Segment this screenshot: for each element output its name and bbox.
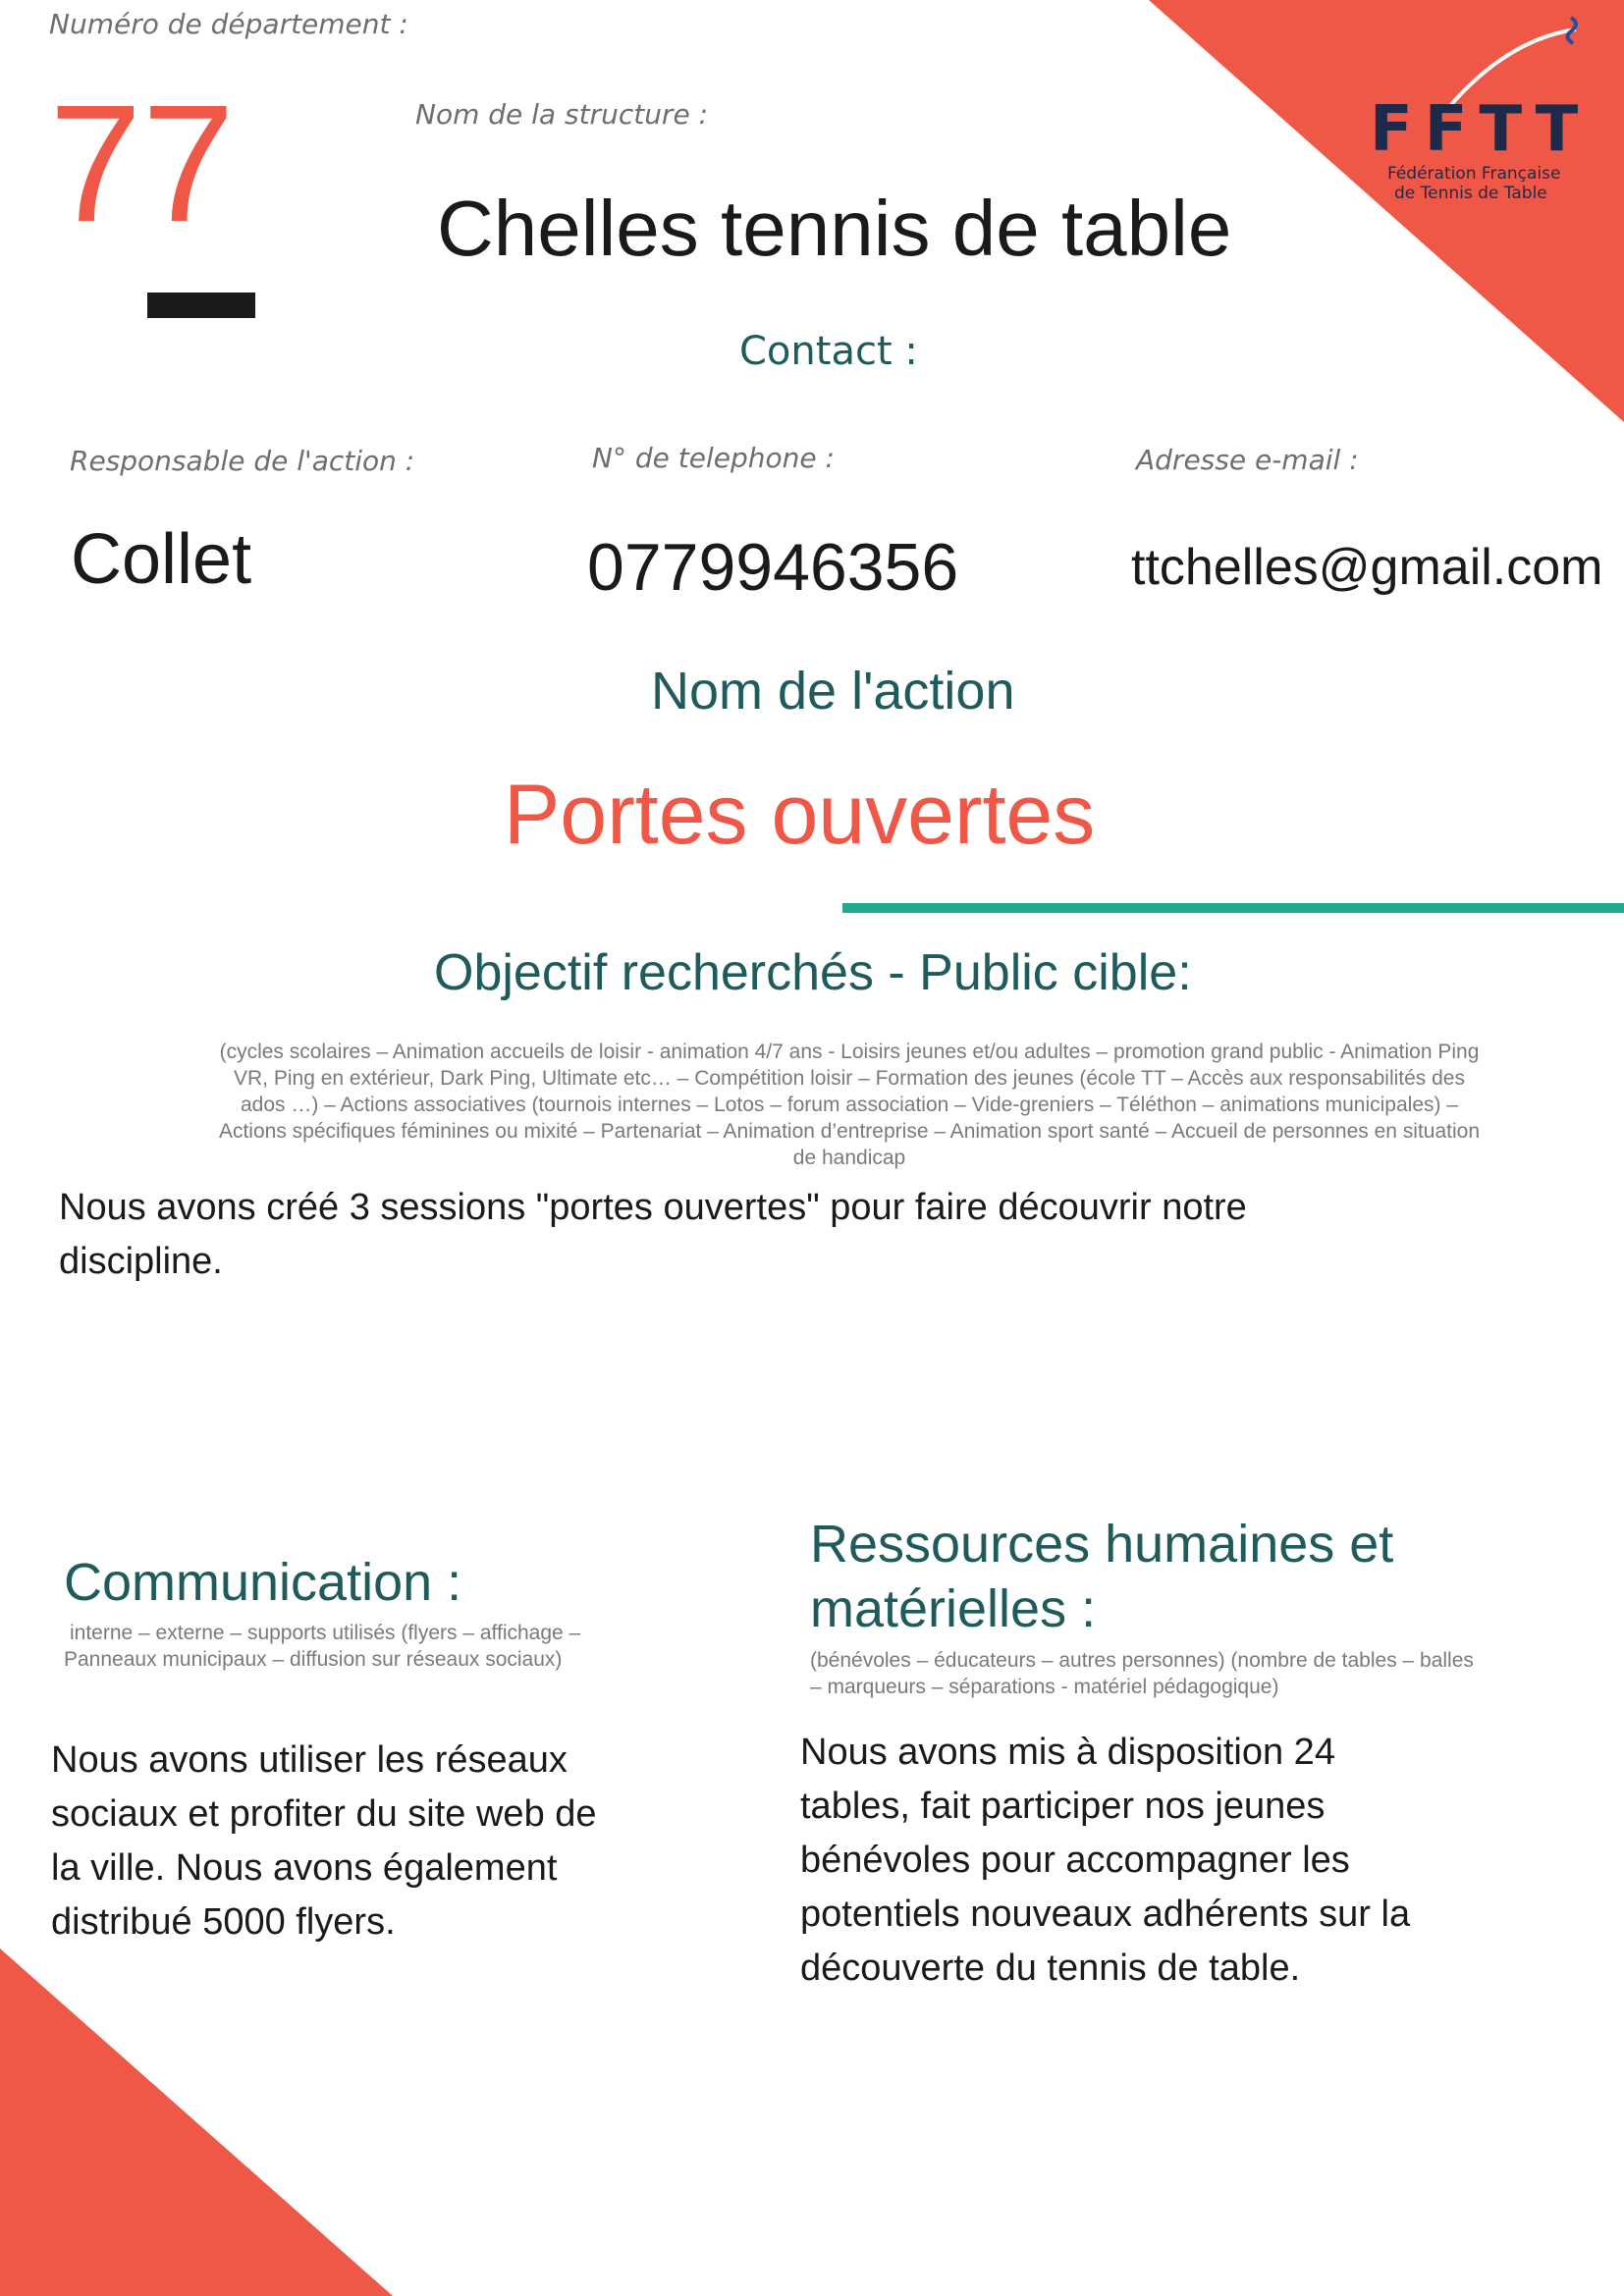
- department-underline: [147, 293, 255, 318]
- ressources-heading-line: Ressources humaines et: [810, 1515, 1394, 1574]
- ressources-hint: [810, 1647, 1596, 1700]
- ressources-hint-line: (bénévoles – éducateurs – autres personnes) (nombre de tables – balles: [810, 1649, 1474, 1672]
- logo-letters: FFTT: [1370, 93, 1591, 166]
- ressources-text-line: potentiels nouveaux adhérents sur la: [800, 1894, 1411, 1935]
- communication-hint-line: interne – externe – supports utilisés (flyers – affichage –: [70, 1622, 581, 1644]
- email-value: ttchelles@gmail.com: [1131, 539, 1603, 596]
- objectif-hint-line: de handicap: [792, 1147, 906, 1169]
- objectif-hint-line: ados …) – Actions associatives (tournois internes – Lotos – forum association – Vide-greniers – Téléthon – animations municipales) –: [240, 1094, 1459, 1116]
- communication-hint: [64, 1620, 673, 1673]
- ressources-text-line: tables, fait participer nos jeunes: [800, 1786, 1326, 1827]
- communication-text-line: la ville. Nous avons également: [51, 1847, 558, 1889]
- communication-text-line: Nous avons utiliser les réseaux: [51, 1739, 568, 1781]
- ressources-text: [800, 1726, 1586, 1996]
- objectif-hint: [157, 1039, 1542, 1171]
- phone-value: 0779946356: [587, 530, 959, 605]
- fftt-logo: [1360, 10, 1605, 206]
- objectif-heading: Objectif recherchés - Public cible:: [434, 944, 1192, 1001]
- structure-label: Nom de la structure :: [415, 98, 709, 131]
- objectif-hint-line: Actions spécifiques féminines ou mixité – Partenariat – Animation d’entreprise – Animation sport santé – Accueil de personnes en situation: [218, 1120, 1481, 1143]
- action-heading: Nom de l'action: [651, 662, 1015, 721]
- ressources-text-line: découverte du tennis de table.: [800, 1948, 1301, 1989]
- objectif-hint-line: VR, Ping en extérieur, Dark Ping, Ultimate etc… – Compétition loisir – Formation des jeunes (école TT – Accès aux responsabilités des: [234, 1067, 1465, 1090]
- ressources-hint-line: – marqueurs – séparations - matériel pédagogique): [810, 1676, 1279, 1698]
- communication-hint-line: Panneaux municipaux – diffusion sur réseaux sociaux): [64, 1648, 563, 1671]
- corner-triangle-bottom-left: [0, 1949, 393, 2296]
- logo-line-2: de Tennis de Table: [1394, 184, 1547, 203]
- communication-heading: Communication :: [64, 1553, 462, 1612]
- department-label: Numéro de département :: [49, 8, 408, 40]
- department-number: 77: [49, 71, 236, 257]
- ressources-heading-line: matérielles :: [810, 1579, 1097, 1638]
- objectif-text-line: discipline.: [59, 1241, 223, 1282]
- communication-text-line: sociaux et profiter du site web de: [51, 1793, 597, 1835]
- ressources-text-line: Nous avons mis à disposition 24: [800, 1732, 1335, 1773]
- ressources-heading: [810, 1512, 1596, 1641]
- ressources-text-line: bénévoles pour accompagner les: [800, 1840, 1350, 1881]
- structure-name: Chelles tennis de table: [437, 185, 1232, 272]
- communication-text: [51, 1734, 679, 1949]
- objectif-hint-line: (cycles scolaires – Animation accueils de loisir - animation 4/7 ans - Loisirs jeunes et/ou adultes – promotion grand public - Animation Ping: [219, 1041, 1480, 1063]
- email-label: Adresse e-mail :: [1136, 444, 1359, 476]
- communication-text-line: distribué 5000 flyers.: [51, 1901, 396, 1943]
- logo-line-1: Fédération Française: [1387, 164, 1561, 184]
- contact-heading: Contact :: [739, 329, 918, 374]
- action-green-rule: [842, 903, 1624, 913]
- phone-label: N° de telephone :: [592, 442, 835, 474]
- responsable-label: Responsable de l'action :: [70, 445, 415, 477]
- action-name: Portes ouvertes: [504, 768, 1096, 862]
- objectif-text: [59, 1181, 1532, 1289]
- objectif-text-line: Nous avons créé 3 sessions "portes ouvertes" pour faire découvrir notre: [59, 1187, 1247, 1228]
- responsable-value: Collet: [71, 520, 252, 599]
